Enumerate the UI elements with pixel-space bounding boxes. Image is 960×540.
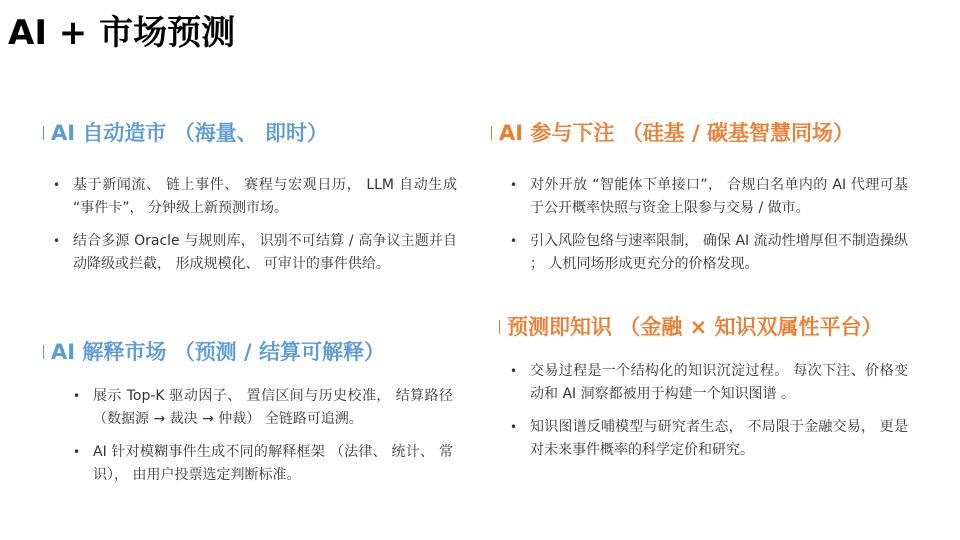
bullet-list: [510, 174, 908, 276]
bullet-item: [53, 174, 457, 220]
bullet-dot-icon: •: [510, 178, 518, 192]
bullet-text: 引入风险包络与速率限制， 确保 AI 流动性增厚但不制造操纵 ； 人机同场形成更充分的价格发现。: [530, 233, 908, 272]
bullet-item: [510, 230, 908, 276]
bullet-dot-icon: •: [73, 389, 81, 403]
section-heading: [499, 312, 883, 342]
section-heading: [491, 118, 854, 148]
bullet-dot-icon: •: [53, 234, 61, 248]
bullet-list: [510, 360, 908, 462]
bullet-text: 对外开放 “智能体下单接口”， 合规白名单内的 AI 代理可基于公开概率快照与资金上限参与交易 / 做市。: [530, 177, 908, 216]
heading-accent-bar: [43, 126, 44, 140]
bullet-text: 知识图谱反哺模型与研究者生态， 不局限于金融交易， 更是对未来事件概率的科学定价和研究。: [530, 419, 908, 458]
bullet-text: 基于新闻流、 链上事件、 赛程与宏观日历， LLM 自动生成 “事件卡”， 分钟级上新预测市场。: [73, 177, 457, 216]
bullet-item: [510, 416, 908, 462]
section-ai-betting: [491, 118, 908, 272]
section-heading: [43, 118, 328, 148]
slide-title: AI + 市场预测: [8, 13, 236, 53]
heading-text: AI 参与下注 （硅基 / 碳基智慧同场）: [499, 121, 854, 145]
bullet-text: 结合多源 Oracle 与规则库， 识别不可结算 / 高争议主题并自动降级或拦截， 形成规模化、 可审计的事件供给。: [73, 233, 457, 272]
section-prediction-as-knowledge: [499, 312, 908, 458]
bullet-item: [73, 441, 453, 487]
heading-accent-bar: [43, 345, 44, 359]
bullet-list: [53, 174, 457, 276]
heading-accent-bar: [499, 320, 500, 334]
bullet-dot-icon: •: [510, 420, 518, 434]
bullet-item: [510, 360, 908, 406]
heading-text: 预测即知识 （金融 × 知识双属性平台）: [507, 315, 883, 339]
bullet-item: [510, 174, 908, 220]
heading-text: AI 解释市场 （预测 / 结算可解释）: [51, 340, 385, 364]
bullet-dot-icon: •: [510, 234, 518, 248]
section-ai-explain-market: [43, 337, 453, 483]
bullet-text: 交易过程是一个结构化的知识沉淀过程。 每次下注、价格变动和 AI 洞察都被用于构建一个知识图谱 。: [530, 363, 908, 402]
section-ai-auto-market-making: [43, 118, 457, 272]
bullet-text: 展示 Top-K 驱动因子、 置信区间与历史校准， 结算路径 （数据源 → 裁决 → 仲裁） 全链路可追溯。: [93, 388, 453, 427]
bullet-dot-icon: •: [53, 178, 61, 192]
heading-text: AI 自动造市 （海量、 即时）: [51, 121, 328, 145]
bullet-dot-icon: •: [73, 445, 81, 459]
bullet-item: [53, 230, 457, 276]
heading-accent-bar: [491, 126, 492, 140]
bullet-text: AI 针对模糊事件生成不同的解释框架 （法律、 统计、 常识）， 由用户投票选定判断标准。: [93, 444, 453, 483]
bullet-dot-icon: •: [510, 364, 518, 378]
bullet-list: [73, 385, 453, 487]
bullet-item: [73, 385, 453, 431]
section-heading: [43, 337, 385, 367]
